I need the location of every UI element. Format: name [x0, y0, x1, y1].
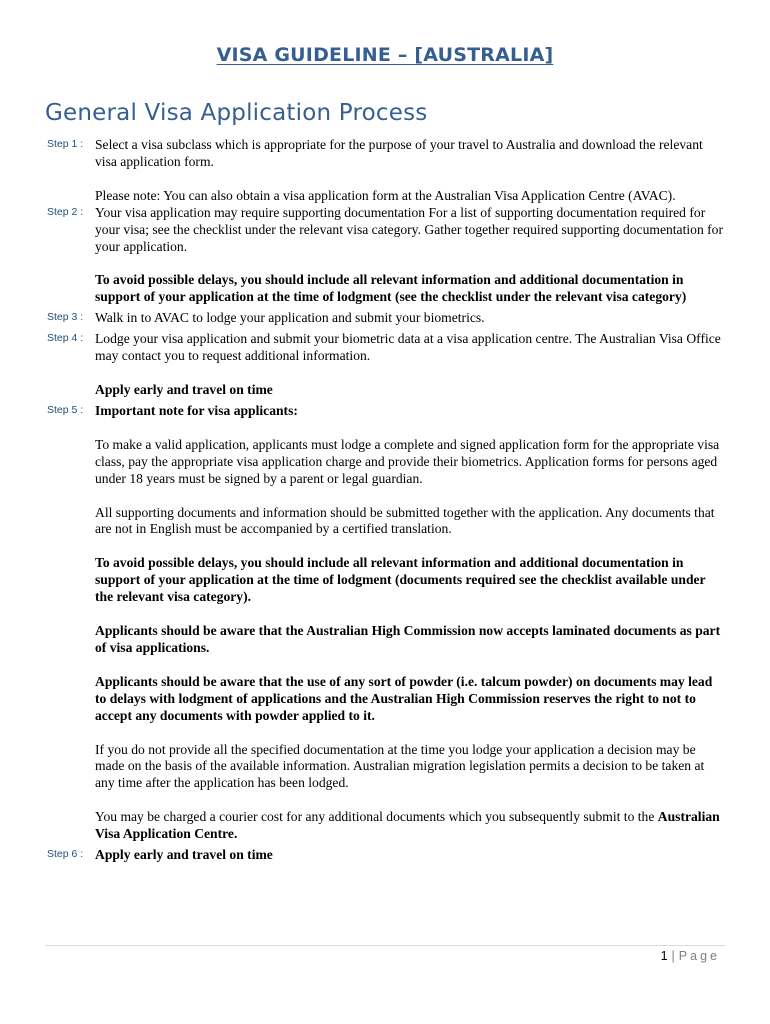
document-title: VISA GUIDELINE – [AUSTRALIA]	[216, 44, 554, 66]
step-6	[0, 847, 770, 864]
step-5-para-2: All supporting documents and information should be submitted together with the application. Any documents that are not in English must be accompanied by a certified translation.	[95, 504, 715, 537]
step-2	[0, 205, 770, 256]
page-number: 1	[660, 949, 668, 963]
page-footer	[661, 949, 720, 963]
step-6-label: Step 6 :	[47, 848, 84, 861]
page-word: Page	[678, 949, 720, 963]
step-1-label: Step 1 :	[47, 138, 84, 150]
step-5-bold-3-row	[0, 674, 770, 725]
step-5-para-2-row	[0, 505, 770, 539]
step-1-text: Select a visa subclass which is appropriate for the purpose of your travel to Australia and download the relevant visa application form.	[95, 137, 703, 169]
step-5-para-4-bold: Australian Visa Application Centre.	[95, 809, 720, 842]
step-4-apply-note: Apply early and travel on time	[95, 381, 273, 397]
step-5-label: Step 5 :	[47, 403, 84, 416]
step-4-label: Step 4 :	[47, 332, 84, 345]
step-3	[0, 310, 770, 327]
step-1-note-row	[0, 188, 770, 205]
step-5-para-1: To make a valid application, applicants must lodge a complete and signed application form for the appropriate visa class, pay the appropriate visa application charge and provide their biometrics. Application forms for persons aged under 18 years must be signed by a parent or legal guardian.	[95, 436, 720, 486]
step-5-para-4-row	[0, 809, 770, 843]
step-4-text: Lodge your visa application and submit your biometric data at a visa application centre. The Australian Visa Office may contact you to request additional information.	[95, 331, 721, 364]
step-4	[0, 331, 770, 365]
step-5-para-4-text: You may be charged a courier cost for any additional documents which you subsequently submit to the	[95, 809, 658, 825]
step-1	[0, 137, 770, 171]
steps-content	[0, 137, 770, 864]
step-3-label: Step 3 :	[47, 311, 84, 324]
step-2-text: Your visa application may require supporting documentation For a list of supporting documentation required for your visa; see the checklist under the relevant visa category. Gather together required supporting documentation for your application.	[95, 204, 723, 254]
step-2-label: Step 2 :	[47, 205, 84, 218]
step-3-text: Walk in to AVAC to lodge your application and submit your biometrics.	[95, 310, 485, 326]
step-5-bold-3: Applicants should be aware that the use of any sort of powder (i.e. talcum powder) on documents may lead to delays with lodgment of applications and the Australian High Commission reserves the right to not to accept any documents with powder applied to it.	[95, 673, 713, 723]
footer-divider	[45, 945, 725, 946]
step-1-note: Please note: You can also obtain a visa application form at the Australian Visa Application Centre (AVAC).	[95, 187, 676, 203]
step-5-para-3: If you do not provide all the specified documentation at the time you lodge your application a decision may be made on the basis of the available information. Australian migration legislation permits a decision to be taken at any time after the application has been lodged.	[95, 741, 705, 791]
step-2-warning: To avoid possible delays, you should include all relevant information and additional documentation in support of your application at the time of lodgment (see the checklist under the relevant visa category)	[95, 272, 687, 305]
step-5-bold-1: To avoid possible delays, you should include all relevant information and additional documentation in support of your application at the time of lodgment (documents required see the checklist available under the relevant visa category).	[95, 555, 706, 605]
step-5-para-4	[95, 809, 723, 843]
step-6-text: Apply early and travel on time	[95, 847, 273, 863]
step-5-para-1-row	[0, 437, 770, 488]
step-4-apply-row	[0, 382, 770, 399]
step-5	[0, 403, 770, 420]
step-5-para-3-row	[0, 742, 770, 793]
step-2-warning-row	[0, 272, 770, 306]
step-5-heading: Important note for visa applicants:	[95, 402, 298, 418]
section-heading: General Visa Application Process	[45, 100, 428, 126]
step-5-bold-1-row	[0, 555, 770, 606]
step-5-bold-2-row	[0, 623, 770, 657]
page-separator: |	[671, 949, 675, 963]
step-5-bold-2: Applicants should be aware that the Australian High Commission now accepts laminated documents as part of visa applications.	[95, 623, 721, 655]
